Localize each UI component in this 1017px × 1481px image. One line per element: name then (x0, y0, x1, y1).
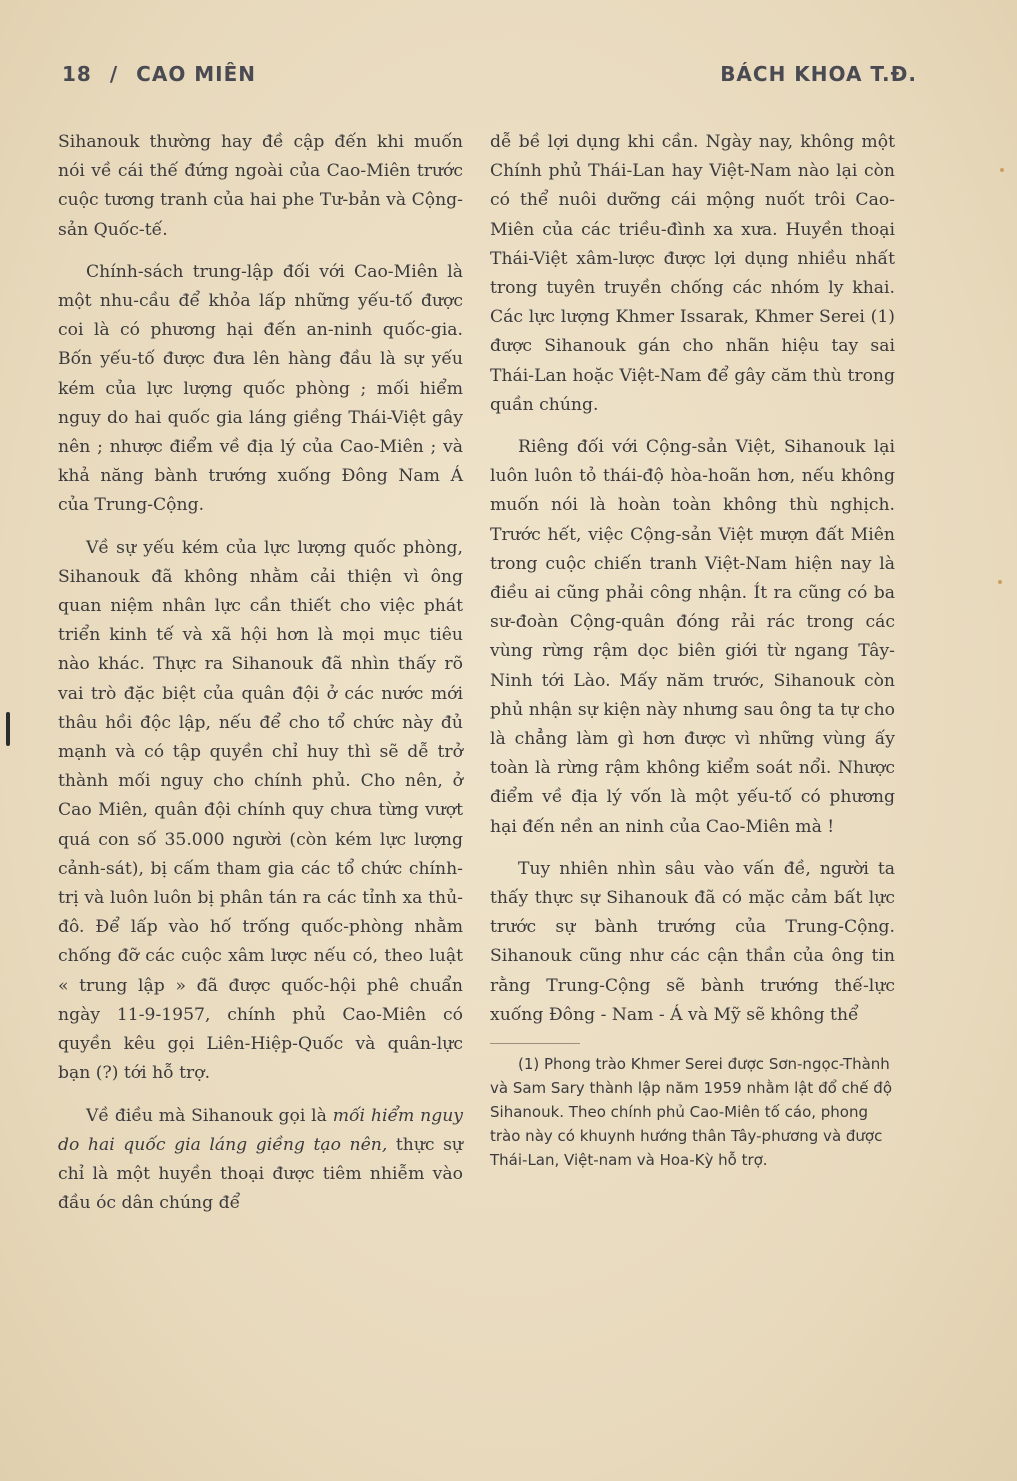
running-header (62, 62, 917, 92)
footnote-divider (490, 1043, 580, 1044)
paper-stain (1000, 168, 1004, 172)
footnote: (1) Phong trào Khmer Serei được Sơn-ngọc-Thành và Sam Sary thành lập năm 1959 nhằm lật đổ chế độ Sihanouk. Theo chính phủ Cao-Miên tố cáo, phong trào này có khuynh hướng thân Tây-phương và được Thái-Lan, Việt-nam và Hoa-Kỳ hỗ trợ. (490, 1055, 892, 1170)
italic-quote: mối hiểm nguy do hai quốc gia láng giềng tạo nên, (58, 1105, 463, 1155)
paragraph: dễ bề lợi dụng khi cần. Ngày nay, không một Chính phủ Thái-Lan hay Việt-Nam nào lại còn có thể nuôi dưỡng cái mộng nuốt trôi Cao-Miên của các triều-đình xa xưa. Huyền thoại Thái-Việt xâm-lược được lợi dụng nhiều nhất trong tuyên truyền chống các nhóm ly khai. Các lực lượng Khmer Issarak, Khmer Serei (1) được Sihanouk gán cho nhãn hiệu tay sai Thái-Lan hoặc Việt-Nam để gây căm thù trong quần chúng. (490, 132, 895, 415)
publication-title: BÁCH KHOA T.Đ. (720, 62, 917, 86)
paper-stain (998, 580, 1002, 584)
header-separator: / (109, 62, 119, 86)
paragraph: Chính-sách trung-lập đối với Cao-Miên là một nhu-cầu để khỏa lấp những yếu-tố được coi là có phương hại đến an-ninh quốc-gia. Bốn yếu-tố được đưa lên hàng đầu là sự yếu kém của lực lượng quốc phòng ; mối hiểm nguy do hai quốc gia láng giềng Thái-Việt gây nên ; nhược điểm về địa lý của Cao-Miên ; và khả năng bành trướng xuống Đông Nam Á của Trung-Cộng. (58, 261, 463, 516)
paragraph: Riêng đối với Cộng-sản Việt, Sihanouk lại luôn luôn tỏ thái-độ hòa-hoãn hơn, nếu không muốn nói là hoàn toàn không thù nghịch. Trước hết, việc Cộng-sản Việt mượn đất Miên trong cuộc chiến tranh Việt-Nam hiện nay là điều ai cũng phải công nhận. Ít ra cũng có ba sư-đoàn Cộng-quân đóng rải rác trong các vùng rừng rậm dọc biên giới từ ngang Tây-Ninh tới Lào. Mấy năm trước, Sihanouk còn phủ nhận sự kiện này nhưng sau ông ta tự cho là chẳng làm gì hơn được vì những vùng ấy toàn là rừng rậm không kiểm soát nổi. Nhược điểm về địa lý vốn là một yếu-tố có phương hại đến nền an ninh của Cao-Miên mà ! (490, 437, 895, 837)
section-title: CAO MIÊN (136, 62, 257, 86)
paragraph: Về sự yếu kém của lực lượng quốc phòng, Sihanouk đã không nhằm cải thiện vì ông quan niệm nhân lực cần thiết cho việc phát triển kinh tế và xã hội hơn là mọi mục tiêu nào khác. Thực ra Sihanouk đã nhìn thấy rõ vai trò đặc biệt của quân đội ở các nước mới thâu hồi độc lập, nếu để cho tổ chức này đủ mạnh và có tập quyền chỉ huy thì sẽ dễ trở thành mối nguy cho chính phủ. Cho nên, ở Cao Miên, quân đội chính quy chưa từng vượt quá con số 35.000 người (còn kém lực lượng cảnh-sát), bị cấm tham gia các tổ chức chính-trị và luôn luôn bị phân tán ra các tỉnh xa thủ-đô. Để lấp vào hố trống quốc-phòng nhằm chống đỡ các cuộc xâm lược nếu có, theo luật « trung lập » đã được quốc-hội phê chuẩn ngày 11-9-1957, chính phủ Cao-Miên có quyền kêu gọi Liên-Hiệp-Quốc và quân-lực bạn (?) tới hỗ trợ. (58, 537, 463, 1084)
paragraph: Tuy nhiên nhìn sâu vào vấn đề, người ta thấy thực sự Sihanouk đã có mặc cảm bất lực trước sự bành trướng của Trung-Cộng. Sihanouk cũng như các cận thần của ông tin rằng Trung-Cộng sẽ bành trướng thế-lực xuống Đông - Nam - Á và Mỹ sẽ không thể (490, 858, 895, 1025)
page-number: 18 (62, 62, 92, 86)
paragraph: Sihanouk thường hay đề cập đến khi muốn nói về cái thế đứng ngoài của Cao-Miên trước cuộc tương tranh của hai phe Tư-bản và Cộng-sản Quốc-tế. (58, 132, 463, 240)
right-column (490, 128, 895, 1185)
binding-mark (6, 712, 10, 746)
left-column (58, 128, 463, 1231)
paragraph: Về điều mà Sihanouk gọi là mối hiểm nguy do hai quốc gia láng giềng tạo nên, thực sự chỉ là một huyền thoại được tiêm nhiễm vào đầu óc dân chúng để (58, 1105, 463, 1214)
